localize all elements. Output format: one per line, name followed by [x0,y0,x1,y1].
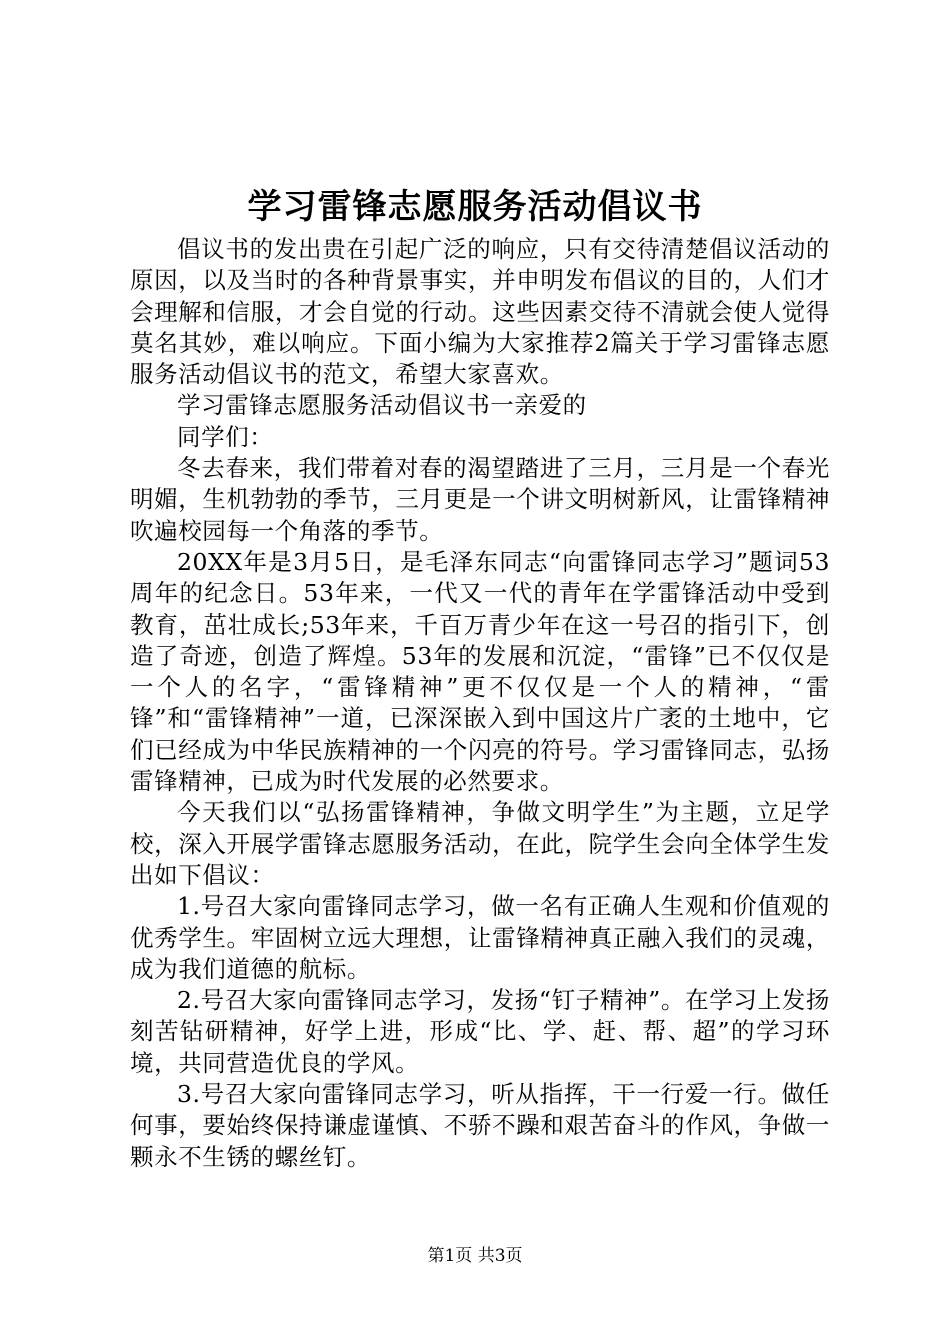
paragraph-proposal-1: 1.号召大家向雷锋同志学习，做一名有正确人生观和价值观的优秀学生。牢固树立远大理想，让雷锋精神真正融入我们的灵魂，成为我们道德的航标。 [130,892,830,983]
paragraph-proposal-3: 3.号召大家向雷锋同志学习，听从指挥，干一行爱一行。做任何事，要始终保持谦虚谨慎、不骄不躁和艰苦奋斗的作风，争做一颗永不生锈的螺丝钉。 [130,1080,830,1171]
paragraph-proposal-2: 2.号召大家向雷锋同志学习，发扬“钉子精神”。在学习上发扬刻苦钻研精神，好学上进，形成“比、学、赶、帮、超”的学习环境，共同营造优良的学风。 [130,986,830,1077]
document-title: 学习雷锋志愿服务活动倡议书 [247,187,703,227]
page-number-footer: 第1页 共3页 [427,1246,523,1266]
paragraph-spring: 冬去春来，我们带着对春的渴望踏进了三月，三月是一个春光明媚，生机勃勃的季节，三月更是一个讲文明树新风，让雷锋精神吹遍校园每一个角落的季节。 [130,454,830,545]
paragraph-salutation: 同学们： [177,422,274,451]
paragraph-intro: 倡议书的发出贵在引起广泛的响应，只有交待清楚倡议活动的原因，以及当时的各种背景事实，并申明发布倡议的目的，人们才会理解和信服，才会自觉的行动。这些因素交待不清就会使人觉得莫名其妙，难以响应。下面小编为大家推荐2篇关于学习雷锋志愿服务活动倡议书的范文，希望大家喜欢。 [130,235,830,389]
paragraph-theme: 今天我们以“弘扬雷锋精神，争做文明学生”为主题，立足学校，深入开展学雷锋志愿服务活动，在此，院学生会向全体学生发出如下倡议： [130,798,830,889]
paragraph-heading-line: 学习雷锋志愿服务活动倡议书一亲爱的 [177,391,587,420]
document-body [130,234,830,1173]
paragraph-anniversary: 20XX年是3月5日，是毛泽东同志“向雷锋同志学习”题词53周年的纪念日。53年来，一代又一代的青年在学雷锋活动中受到教育，茁壮成长;53年来，千百万青少年在这一号召的指引下，创造了奇迹，创造了辉煌。53年的发展和沉淀，“雷锋”已不仅仅是一个人的名字，“雷锋精神”更不仅仅是一个人的精神，“雷锋”和“雷锋精神”一道，已深深嵌入到中国这片广袤的土地中，它们已经成为中华民族精神的一个闪亮的符号。学习雷锋同志，弘扬雷锋精神，已成为时代发展的必然要求。 [130,547,830,796]
